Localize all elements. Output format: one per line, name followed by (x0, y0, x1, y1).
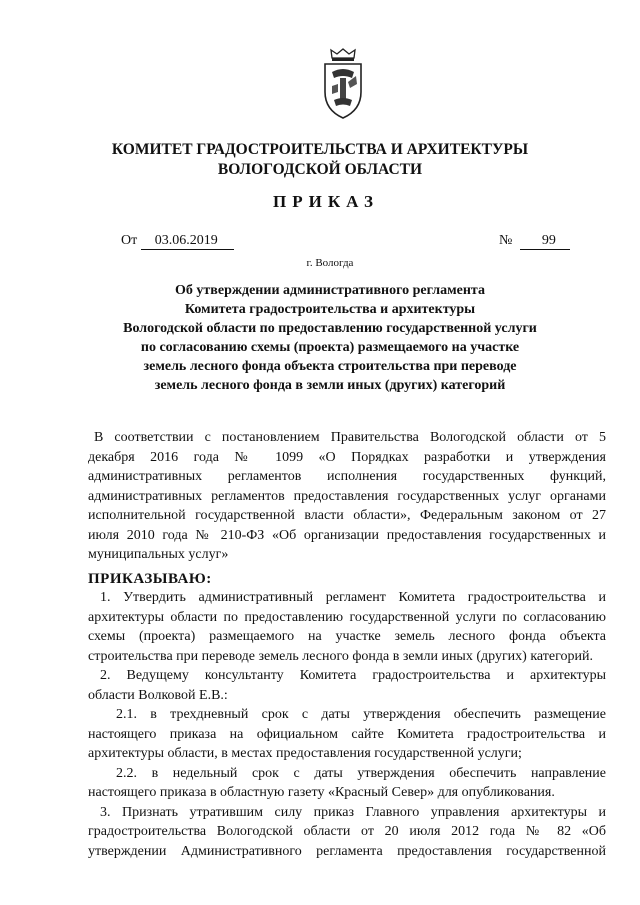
text-line: административных регламентов исполнения государственных функций, (88, 469, 606, 484)
order-item-line: строительства при переводе земель лесного фонда в земли иных (других) категорий. (88, 648, 593, 664)
order-item-line: утверждении Административного регламента предоставления государственной (88, 843, 606, 859)
number-row (499, 233, 570, 250)
subject-line: земель лесного фонда в земли иных (других) категорий (154, 378, 506, 393)
text-line: муниципальных услуг» (88, 547, 229, 562)
order-item-line: 2.2. в недельный срок с даты утверждения обеспечить направление (116, 765, 606, 781)
text-line: декабря 2016 года № 1099 «О Порядках разработки и утверждения (88, 449, 606, 465)
preamble-paragraph (88, 428, 606, 565)
date-value: 03.06.2019 (141, 233, 234, 250)
number-value: 99 (520, 233, 570, 250)
subject-title (60, 281, 600, 395)
order-item-line: архитектуры области по предоставлению государственной услуги по согласованию (88, 609, 606, 625)
text-line: исполнительной государственной власти области», Федеральным законом от 27 (88, 508, 606, 523)
date-row (121, 233, 234, 250)
order-item-line: 1. Утвердить административный регламент Комитета градостроительства и (100, 590, 606, 605)
order-item-line: настоящего приказа в областную газету «Красный Север» для опубликования. (88, 785, 555, 800)
order-item-line: 3. Признать утратившим силу приказ Главного управления архитектуры и (100, 804, 606, 820)
subject-line: Комитета градостроительства и архитектуры (184, 302, 476, 317)
document-type: ПРИКАЗ (273, 192, 379, 211)
subject-line: земель лесного фонда объекта строительства при переводе (143, 359, 517, 374)
order-item-line: 2.1. в трехдневный срок с даты утверждения обеспечить размещение (116, 707, 606, 722)
date-label: От (121, 233, 138, 248)
order-item-line: настоящего приказа на официальном сайте Комитета градостроительства и (88, 726, 606, 742)
number-label: № (499, 233, 513, 248)
order-item-line: 2. Ведущему консультанту Комитета градостроительства и архитектуры (100, 668, 606, 683)
order-item-line: области Волковой Е.В.: (88, 687, 228, 703)
city: г. Вологда (306, 257, 354, 269)
text-line: административных регламентов предоставления государственных услуг органами (88, 488, 606, 504)
text-line: июля 2010 года № 210-ФЗ «Об организации предоставления государственных и (88, 527, 606, 543)
organization-name-line1: КОМИТЕТ ГРАДОСТРОИТЕЛЬСТВА И АРХИТЕКТУРЫ (111, 141, 529, 158)
order-item-line: архитектуры области, в местах предоставления государственной услуги; (88, 746, 522, 761)
order-item-line: градостроительства Вологодской области от 20 июля 2012 года № 82 «Об (88, 824, 606, 839)
subject-line: Вологодской области по предоставлению государственной услуги (123, 321, 537, 336)
order-items (88, 588, 606, 861)
order-item-line: схемы (проекта) размещаемого на участке земель лесного фонда объекта (88, 629, 606, 644)
order-heading: ПРИКАЗЫВАЮ: (88, 571, 212, 587)
coat-of-arms-icon (322, 48, 364, 120)
subject-line: по согласованию схемы (проекта) размещаемого на участке (140, 340, 520, 355)
organization-name-line2: ВОЛОГОДСКОЙ ОБЛАСТИ (217, 161, 423, 178)
subject-line: Об утверждении административного регламента (175, 283, 485, 298)
text-line: В соответствии с постановлением Правительства Вологодской области от 5 (94, 430, 606, 445)
